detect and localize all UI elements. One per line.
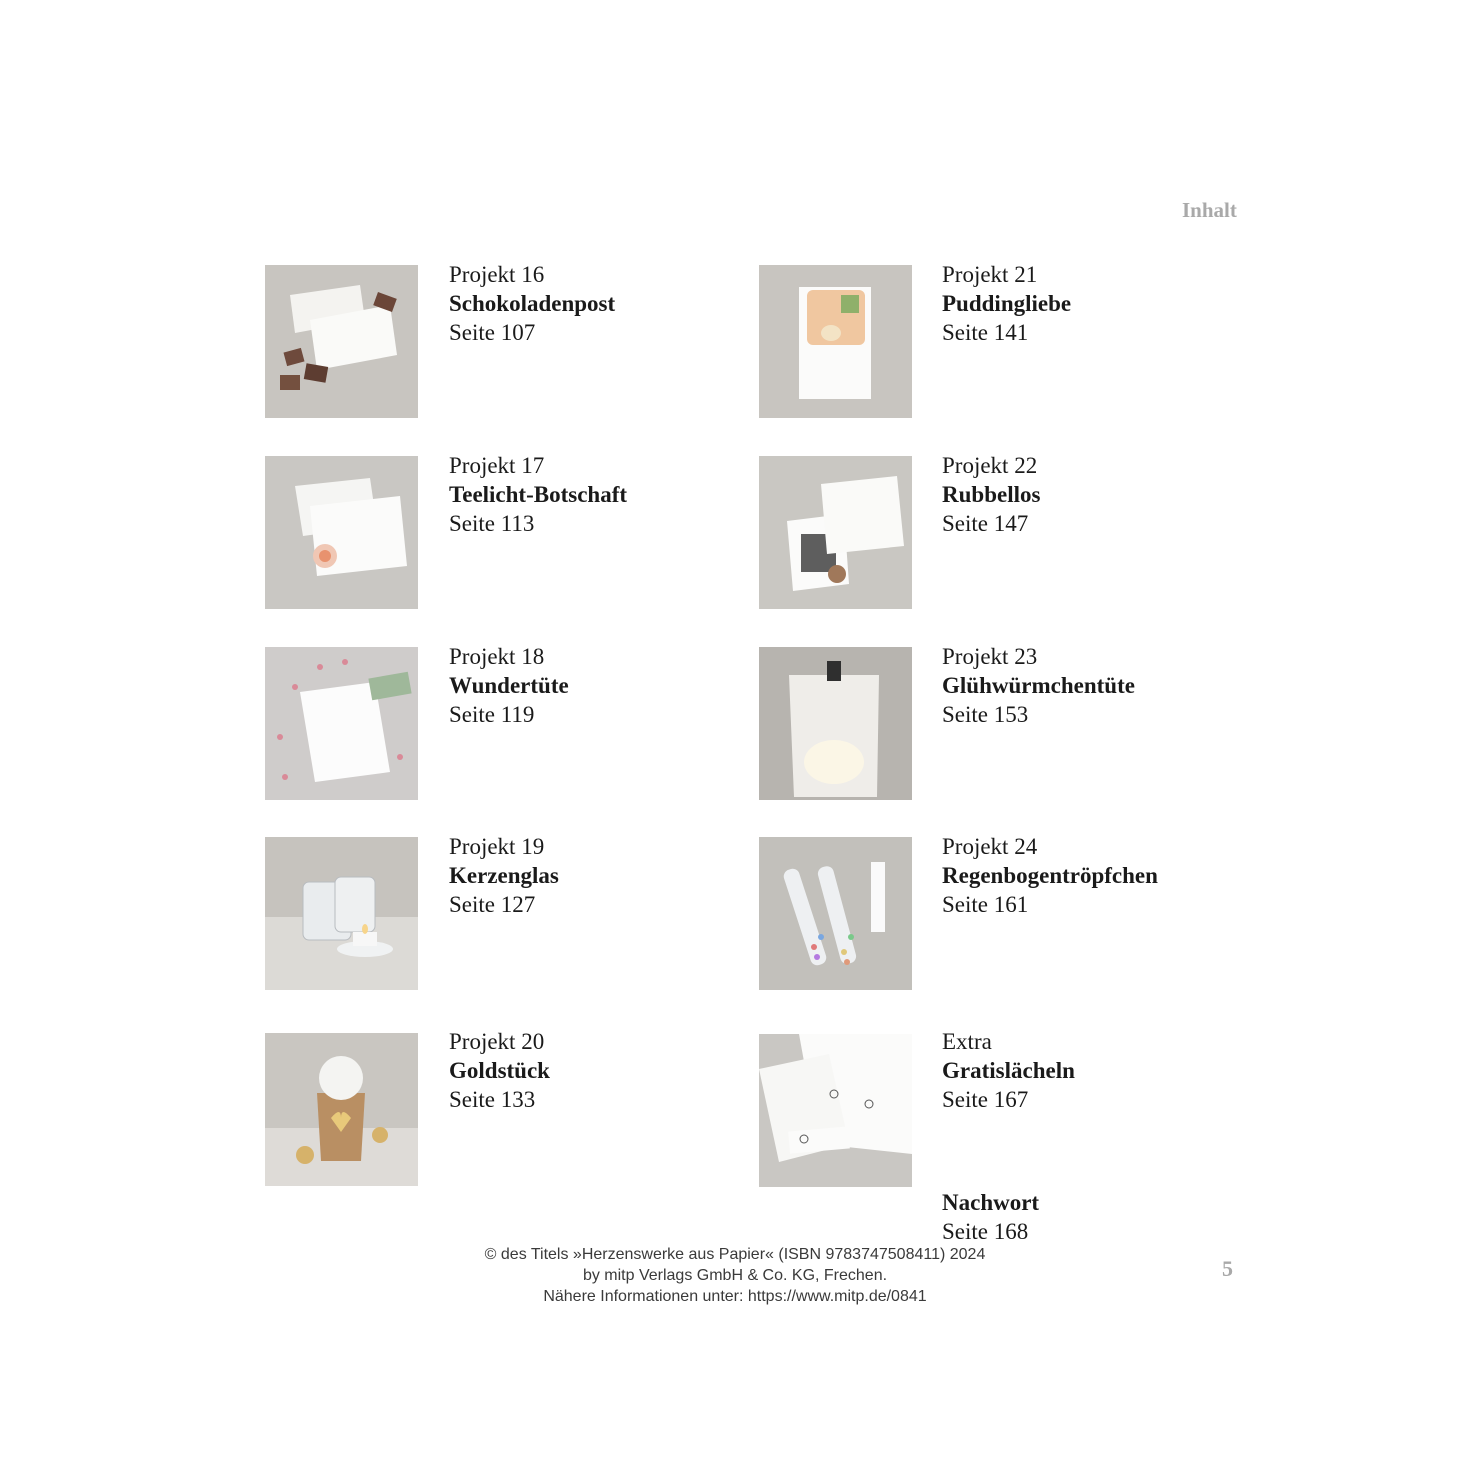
entry-text xyxy=(942,1027,1075,1114)
toc-entry-nachwort[interactable] xyxy=(942,1188,1039,1246)
entry-title[interactable]: Schokoladenpost xyxy=(449,291,616,316)
entry-label: Projekt 22 xyxy=(942,453,1038,478)
entry-text xyxy=(449,642,569,729)
entry-label: Projekt 20 xyxy=(449,1029,545,1054)
entry-title[interactable]: Goldstück xyxy=(449,1058,550,1083)
thumbnail-teelicht-botschaft xyxy=(265,456,418,609)
thumbnail-gluehwuermchentuete xyxy=(759,647,912,800)
entry-page: Seite 167 xyxy=(942,1087,1029,1112)
entry-label: Projekt 17 xyxy=(449,453,545,478)
entry-text xyxy=(449,832,559,919)
running-header: Inhalt xyxy=(1182,198,1237,222)
entry-label: Projekt 24 xyxy=(942,834,1038,859)
entry-page: Seite 133 xyxy=(449,1087,536,1112)
entry-title[interactable]: Regenbogentröpfchen xyxy=(942,863,1158,888)
footer-line-3[interactable]: Nähere Informationen unter: https://www.mitp.de/0841 xyxy=(543,1288,927,1305)
thumbnail-schokoladenpost xyxy=(265,265,418,418)
entry-text xyxy=(449,1027,550,1114)
entry-page: Seite 147 xyxy=(942,511,1029,536)
entry-text xyxy=(942,642,1135,729)
entry-title[interactable]: Wundertüte xyxy=(449,673,569,698)
entry-text xyxy=(942,451,1040,538)
thumbnail-rubbellos xyxy=(759,456,912,609)
entry-text xyxy=(942,832,1158,919)
entry-page: Seite 161 xyxy=(942,892,1029,917)
entry-text xyxy=(449,451,627,538)
entry-title[interactable]: Teelicht-Botschaft xyxy=(449,482,628,507)
entry-page: Seite 153 xyxy=(942,702,1029,727)
thumbnail-regenbogentroepfchen xyxy=(759,837,912,990)
entry-page: Seite 119 xyxy=(449,702,535,727)
entry-title[interactable]: Kerzenglas xyxy=(449,863,559,888)
entry-page: Seite 127 xyxy=(449,892,536,917)
entry-label: Projekt 23 xyxy=(942,644,1038,669)
entry-text xyxy=(449,260,615,347)
entry-page: Seite 113 xyxy=(449,511,535,536)
entry-label: Projekt 18 xyxy=(449,644,545,669)
entry-title[interactable]: Glühwürmchentüte xyxy=(942,673,1135,698)
thumbnail-wundertuete xyxy=(265,647,418,800)
footer-line-1: © des Titels »Herzenswerke aus Papier« (ISBN 9783747508411) 2024 xyxy=(484,1246,986,1263)
entry-title[interactable]: Gratislächeln xyxy=(942,1058,1075,1083)
thumbnail-kerzenglas xyxy=(265,837,418,990)
entry-title[interactable]: Rubbellos xyxy=(942,482,1041,507)
entry-label: Projekt 16 xyxy=(449,262,545,287)
entry-page: Seite 141 xyxy=(942,320,1029,345)
thumbnail-goldstueck xyxy=(265,1033,418,1186)
entry-text xyxy=(942,260,1071,347)
entry-page: Seite 107 xyxy=(449,320,536,345)
nachwort-title[interactable]: Nachwort xyxy=(942,1190,1040,1215)
thumbnail-gratislaecheln xyxy=(759,1034,912,1187)
page-number: 5 xyxy=(1222,1256,1233,1281)
thumbnail-puddingliebe xyxy=(759,265,912,418)
entry-title[interactable]: Puddingliebe xyxy=(942,291,1072,316)
copyright-footer xyxy=(380,1244,1090,1307)
entry-label: Projekt 19 xyxy=(449,834,545,859)
entry-label: Extra xyxy=(942,1029,992,1054)
entry-label: Projekt 21 xyxy=(942,262,1038,287)
footer-line-2: by mitp Verlags GmbH & Co. KG, Frechen. xyxy=(582,1267,888,1284)
nachwort-page: Seite 168 xyxy=(942,1219,1029,1244)
